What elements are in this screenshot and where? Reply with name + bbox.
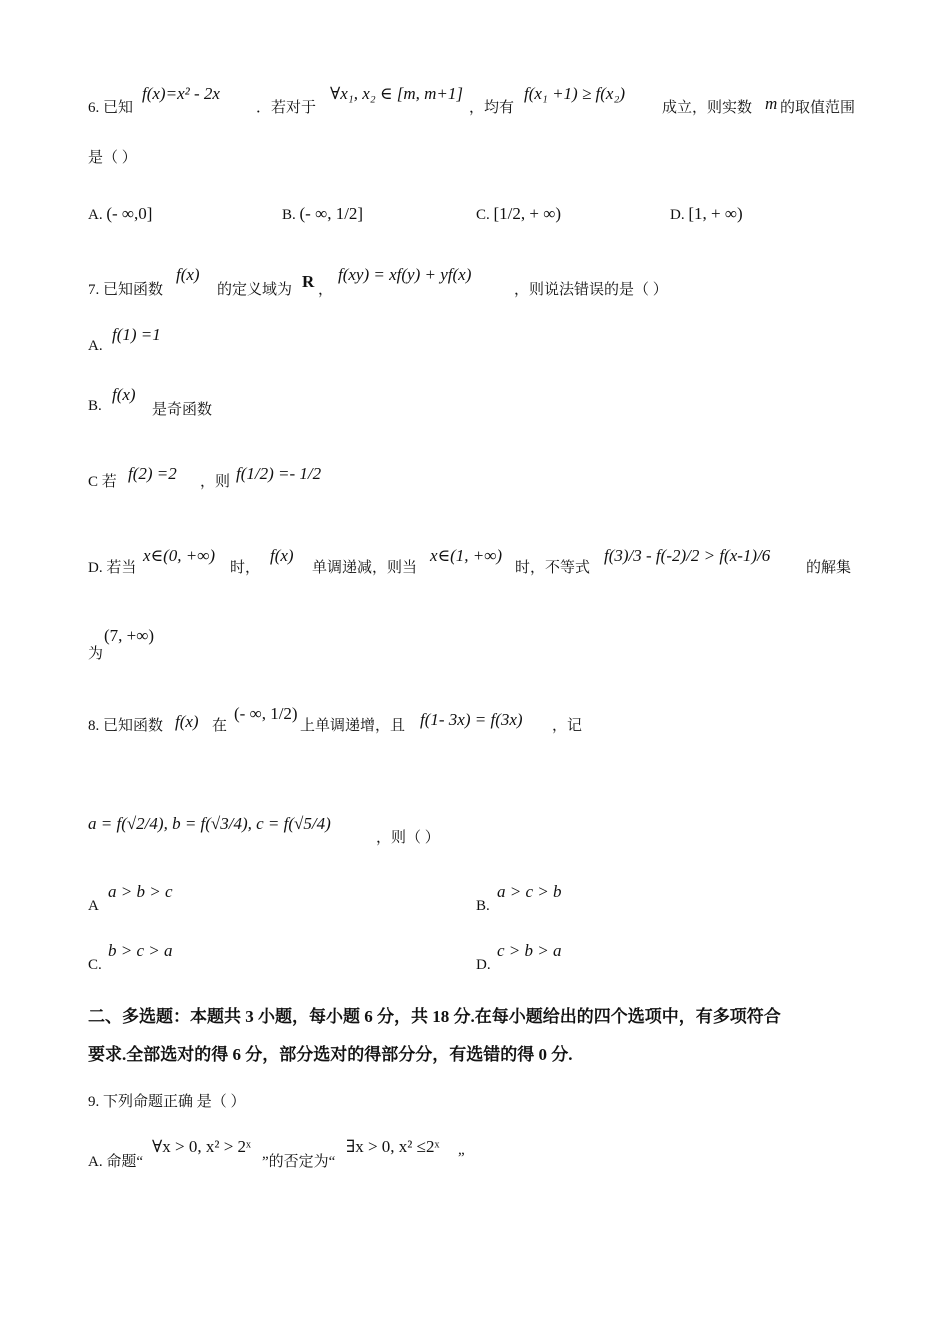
q7-option-c-label[interactable]: C 若 (88, 474, 117, 490)
q7-option-d-func: f(x) (270, 546, 294, 565)
q8-option-a-label[interactable]: A (88, 898, 99, 914)
q6-ineq: f(x₁ +1) ≥ f(x₂) (524, 84, 626, 103)
q7-option-d-mid1: 时， (230, 560, 261, 576)
q8-func: f(x) (175, 712, 199, 731)
q7-sep: ， (318, 282, 334, 298)
q6-var: m (765, 94, 778, 113)
q7-option-b-math[interactable]: f(x) (112, 385, 136, 404)
q9-option-a-end[interactable]: ” (458, 1150, 465, 1166)
q6-cond-intro: ．若对于 (256, 100, 317, 116)
q7-option-c-cond[interactable]: f(2) =2 (128, 464, 177, 483)
q7-option-d-label[interactable]: D. 若当 (88, 560, 137, 576)
q6-option-a[interactable]: A. (- ∞,0] (88, 204, 153, 223)
q7-label: 7. 已知函数 (88, 282, 164, 298)
q7-option-d-line2: (7, +∞) (104, 626, 155, 645)
q6-option-c[interactable]: C. [1/2, + ∞) (476, 204, 562, 223)
q7-option-d-set1: x∈(0, +∞) (143, 546, 216, 565)
q6-label: 6. 已知 (88, 100, 134, 116)
q7-option-d-ineq: f(3)/3 - f(-2)/2 > f(x-1)/6 (604, 546, 771, 565)
q7-func: f(x) (176, 265, 200, 284)
q8-label: 8. 已知函数 (88, 718, 164, 734)
q6-option-b[interactable]: B. (- ∞, 1/2] (282, 204, 364, 223)
q9-option-a-neg[interactable]: ∃x > 0, x² ≤2ˣ (346, 1137, 440, 1156)
q6-mid: ，均有 (469, 100, 515, 116)
q8-defs-tail: ，则（ ） (376, 830, 440, 846)
q7-option-a-text[interactable]: f(1) =1 (112, 325, 161, 344)
q7-option-d-mid3: 时，不等式 (515, 560, 591, 576)
q7-option-b-label[interactable]: B. (88, 398, 102, 414)
q7-option-b-text[interactable]: 是奇函数 (152, 402, 213, 418)
q8-option-d-label[interactable]: D. (476, 957, 491, 973)
q8-option-a-text[interactable]: a > b > c (108, 882, 173, 901)
q7-option-a-label[interactable]: A. (88, 338, 103, 354)
q9-option-a-label[interactable]: A. 命题“ (88, 1154, 143, 1170)
q8-mid2: 上单调递增，且 (300, 718, 406, 734)
q8-option-b-text[interactable]: a > c > b (497, 882, 562, 901)
q6-line1 (88, 96, 133, 117)
q8-option-c-text[interactable]: b > c > a (108, 941, 173, 960)
section2-heading-line2: 要求.全部选对的得 6 分，部分选对的得部分分，有选错的得 0 分. (88, 1045, 573, 1064)
q6-tail: 成立，则实数 (662, 100, 753, 116)
q8-eq: f(1- 3x) = f(3x) (420, 710, 523, 729)
q6-func: f(x)=x² - 2x (142, 84, 220, 103)
q8-defs: a = f(√2/4), b = f(√3/4), c = f(√5/4) (88, 814, 331, 833)
q9-option-a-prop[interactable]: ∀x > 0, x² > 2ˣ (152, 1137, 251, 1156)
q7-option-d-tail: 的解集 (806, 560, 852, 576)
q6-option-d[interactable]: D. [1, + ∞) (670, 204, 743, 223)
section2-heading-line1: 二、多选题：本题共 3 小题，每小题 6 分，共 18 分.在每小题给出的四个选项中，有多项符合 (88, 1007, 781, 1026)
q7-domain: R (302, 272, 315, 291)
q7-option-d-line2-pre: 为 (88, 646, 104, 662)
q9-option-a-mid[interactable]: ”的否定为“ (262, 1154, 336, 1170)
q7-option-d-mid2: 单调递减，则当 (312, 560, 418, 576)
q6-tail2: 的取值范围 (780, 100, 856, 116)
q7-tail: ，则说法错误的是（ ） (514, 282, 668, 298)
q6-line2: 是（ ） (88, 150, 137, 166)
q8-option-d-text[interactable]: c > b > a (497, 941, 562, 960)
q8-mid: 在 (212, 718, 228, 734)
q7-option-c-text[interactable]: f(1/2) =- 1/2 (236, 464, 322, 483)
q8-option-b-label[interactable]: B. (476, 898, 490, 914)
q7-mid: 的定义域为 (217, 282, 293, 298)
q7-option-c-mid[interactable]: ，则 (200, 474, 231, 490)
q7-option-d-set2: x∈(1, +∞) (430, 546, 503, 565)
q8-interval: (- ∞, 1/2) (234, 704, 298, 723)
q7-eq: f(xy) = xf(y) + yf(x) (338, 265, 472, 284)
q6-cond: ∀x₁, x₂ ∈ [m, m+1] (330, 84, 464, 103)
q9-label: 9. 下列命题正确 是（ ） (88, 1094, 246, 1110)
q8-tail: ，记 (552, 718, 583, 734)
q8-option-c-label[interactable]: C. (88, 957, 102, 973)
